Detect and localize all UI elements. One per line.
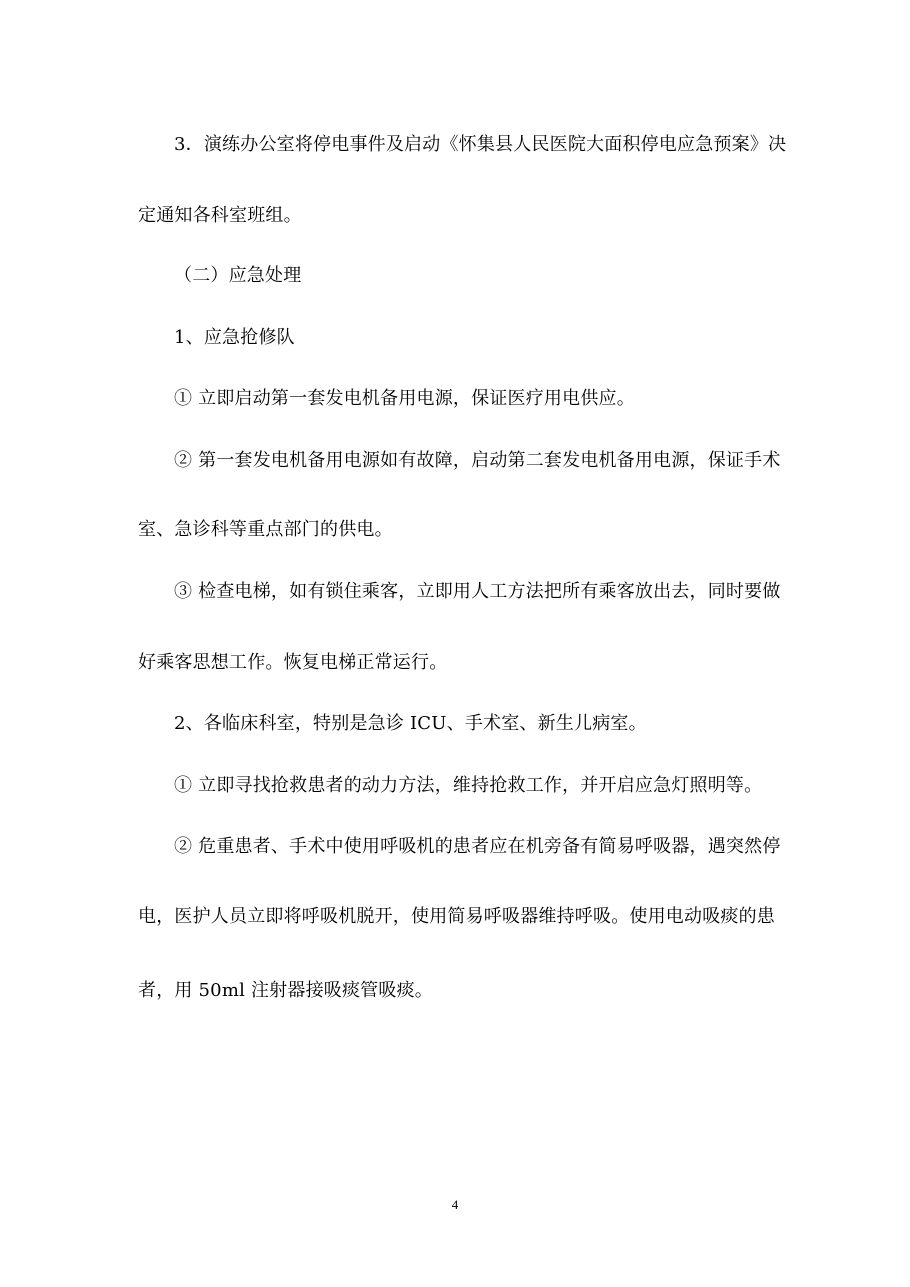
list-item-clinical-1: ① 立即寻找抢救患者的动力方法，维持抢救工作，并开启应急灯照明等。 [174,775,763,796]
subheading-clinical-departments: 2、各临床科室，特别是急诊 ICU、手术室、新生儿病室。 [174,713,647,734]
subheading-repair-team: 1、应急抢修队 [174,327,295,348]
list-item-repair-3-cont: 好乘客思想工作。恢复电梯正常运行。 [138,652,448,673]
list-item-clinical-2: ② 危重患者、手术中使用呼吸机的患者应在机旁备有简易呼吸器，遇突然停 [174,836,781,857]
paragraph-line-drill-office-notice: 3．演练办公室将停电事件及启动《怀集县人民医院大面积停电应急预案》决 [174,134,787,155]
page-number: 4 [451,1197,459,1212]
list-item-clinical-2-cont: 电，医护人员立即将呼吸机脱开，使用简易呼吸器维持呼吸。使用电动吸痰的患 [138,906,775,927]
section-heading-emergency-handling: （二）应急处理 [174,265,302,286]
paragraph-line-drill-office-notice-cont: 定通知各科室班组。 [138,205,302,226]
list-item-repair-1: ① 立即启动第一套发电机备用电源，保证医疗用电供应。 [174,388,635,409]
list-item-repair-2-cont: 室、急诊科等重点部门的供电。 [138,519,393,540]
list-item-clinical-2-cont-2: 者，用 50ml 注射器接吸痰管吸痰。 [138,980,433,1001]
list-item-repair-3: ③ 检查电梯，如有锁住乘客，立即用人工方法把所有乘客放出去，同时要做 [174,581,781,602]
list-item-repair-2: ② 第一套发电机备用电源如有故障，启动第二套发电机备用电源，保证手术 [174,450,781,471]
